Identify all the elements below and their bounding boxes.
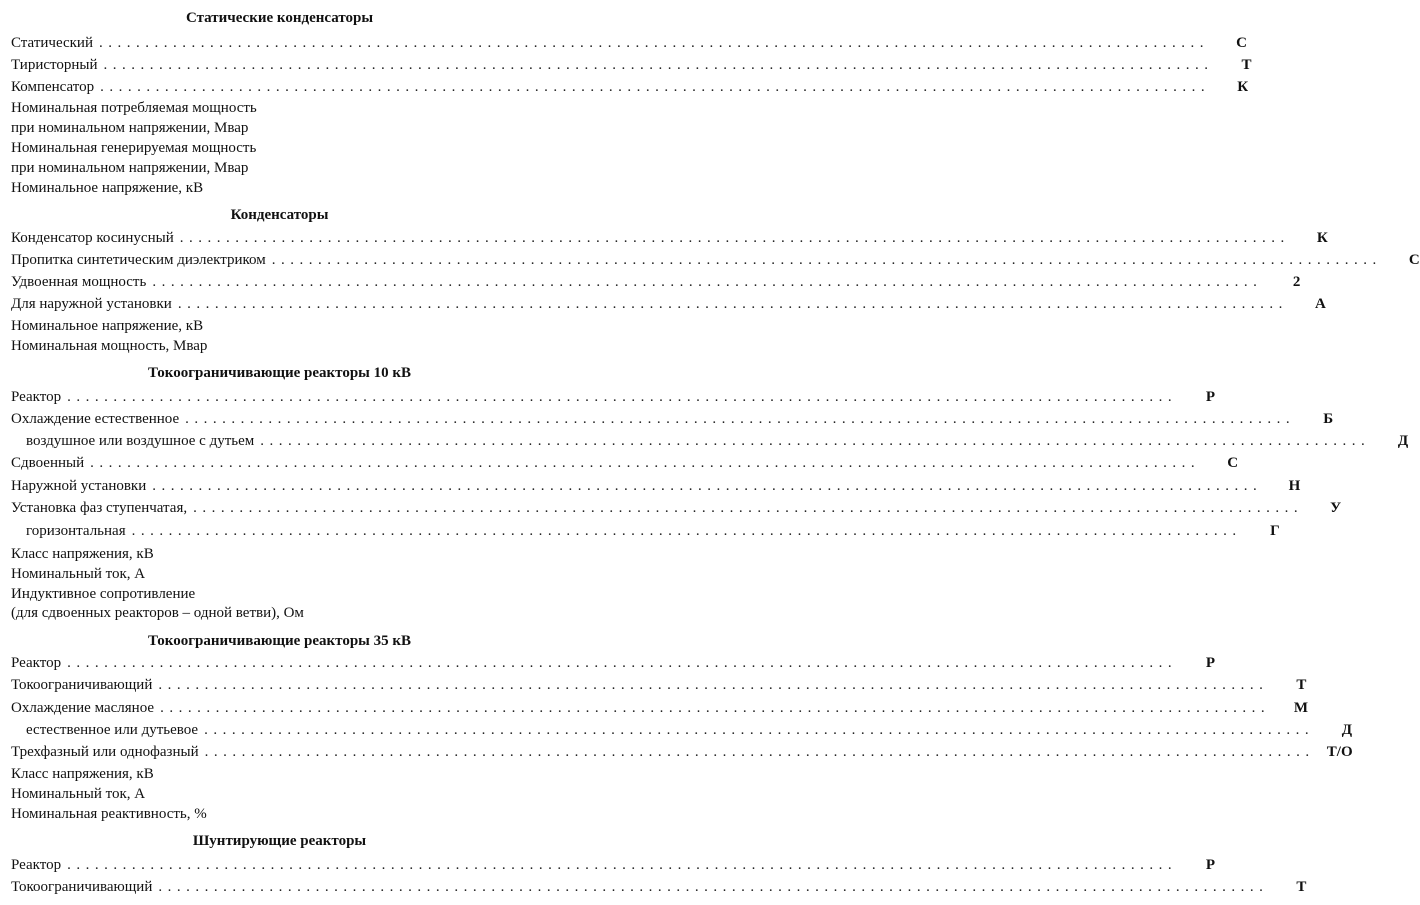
- row-code: Р: [1205, 389, 1216, 405]
- designation-row: [26, 431, 1409, 451]
- parameter-note: Номинальный ток, А: [11, 566, 146, 582]
- parameter-note: (для сдвоенных реакторов – одной ветви), Ом: [11, 605, 304, 621]
- section-heading: Статические конденсаторы: [185, 10, 374, 26]
- row-code: Т: [1296, 879, 1307, 895]
- designation-row: [11, 272, 1301, 292]
- parameter-note: Номинальная потребляемая мощность: [11, 100, 257, 116]
- row-code: Т: [1296, 677, 1307, 693]
- row-code: У: [1330, 500, 1342, 516]
- dot-leader: ........................................................................................................................: [67, 655, 1178, 671]
- designation-row: [11, 742, 1353, 762]
- parameter-note: Номинальная мощность, Мвар: [11, 338, 208, 354]
- dot-leader: ........................................................................................................................: [177, 296, 1288, 312]
- row-code: Р: [1205, 655, 1216, 671]
- dot-leader: ........................................................................................................................: [260, 433, 1371, 449]
- designation-row: [11, 498, 1342, 518]
- row-label: Охлаждение естественное: [11, 411, 180, 427]
- designation-row: [26, 521, 1280, 541]
- row-label: Реактор: [11, 389, 62, 405]
- dot-leader: ........................................................................................................................: [152, 478, 1263, 494]
- row-label: Компенсатор: [11, 79, 95, 95]
- designation-row: [11, 453, 1239, 473]
- parameter-note: Номинальный ток, А: [11, 786, 146, 802]
- dot-leader: ........................................................................................................................: [158, 879, 1269, 895]
- designation-row: [11, 653, 1216, 673]
- dot-leader: ........................................................................................................................: [179, 230, 1290, 246]
- row-code: К: [1316, 230, 1328, 246]
- designation-row: [11, 228, 1328, 248]
- row-label: Сдвоенный: [11, 455, 85, 471]
- row-code: Б: [1323, 411, 1334, 427]
- designation-row: [11, 77, 1249, 97]
- row-code: С: [1408, 252, 1420, 268]
- row-label: горизонтальная: [26, 523, 126, 539]
- row-label: Реактор: [11, 857, 62, 873]
- designation-row: [11, 675, 1307, 695]
- designation-row: [11, 294, 1326, 314]
- designation-row: [11, 409, 1334, 429]
- dot-leader: ........................................................................................................................: [152, 274, 1263, 290]
- dot-leader: ........................................................................................................................: [271, 252, 1382, 268]
- dot-leader: ........................................................................................................................: [67, 857, 1178, 873]
- dot-leader: ........................................................................................................................: [67, 389, 1178, 405]
- row-label: Установка фаз ступенчатая,: [11, 500, 188, 516]
- dot-leader: ........................................................................................................................: [185, 411, 1296, 427]
- parameter-note: Номинальное напряжение, кВ: [11, 180, 204, 196]
- parameter-note: Индуктивное сопротивление: [11, 586, 196, 602]
- parameter-note: Номинальная генерируемая мощность: [11, 140, 257, 156]
- parameter-note: Номинальная реактивность, %: [11, 806, 207, 822]
- row-label: Трехфазный или однофазный: [11, 744, 199, 760]
- row-code: С: [1236, 35, 1247, 51]
- dot-leader: ........................................................................................................................: [193, 500, 1304, 516]
- dot-leader: ........................................................................................................................: [100, 79, 1211, 95]
- dot-leader: ........................................................................................................................: [90, 455, 1201, 471]
- row-label: Тиристорный: [11, 57, 98, 73]
- row-label: воздушное или воздушное с дутьем: [26, 433, 255, 449]
- row-code: Д: [1397, 433, 1409, 449]
- dot-leader: ........................................................................................................................: [98, 35, 1209, 51]
- section-heading: Токоограничивающие реакторы 35 кВ: [147, 633, 412, 649]
- parameter-note: при номинальном напряжении, Мвар: [11, 120, 249, 136]
- row-code: 2: [1292, 274, 1301, 290]
- row-code: М: [1293, 700, 1309, 716]
- row-label: Токоограничивающий: [11, 677, 153, 693]
- row-code: Т/О: [1326, 744, 1353, 760]
- row-label: Охлаждение масляное: [11, 700, 155, 716]
- parameter-note: Класс напряжения, кВ: [11, 766, 154, 782]
- designation-row: [11, 55, 1252, 75]
- row-label: Токоограничивающий: [11, 879, 153, 895]
- row-code: Д: [1341, 722, 1353, 738]
- designation-row: [11, 698, 1309, 718]
- dot-leader: ........................................................................................................................: [103, 57, 1214, 73]
- designation-row: [11, 476, 1301, 496]
- row-label: Статический: [11, 35, 93, 51]
- section-heading: Шунтирующие реакторы: [192, 833, 367, 849]
- section-heading: Конденсаторы: [230, 207, 329, 223]
- row-label: Пропитка синтетическим диэлектриком: [11, 252, 266, 268]
- row-code: Р: [1205, 857, 1216, 873]
- designation-row: [11, 877, 1307, 897]
- row-code: Н: [1288, 478, 1301, 494]
- row-code: Т: [1241, 57, 1252, 73]
- dot-leader: ........................................................................................................................: [158, 677, 1269, 693]
- row-code: Г: [1270, 523, 1280, 539]
- parameter-note: Класс напряжения, кВ: [11, 546, 154, 562]
- row-label: Для наружной установки: [11, 296, 172, 312]
- row-label: Удвоенная мощность: [11, 274, 147, 290]
- row-label: Реактор: [11, 655, 62, 671]
- designation-row: [26, 720, 1353, 740]
- dot-leader: ........................................................................................................................: [204, 744, 1315, 760]
- row-label: Конденсатор косинусный: [11, 230, 174, 246]
- designation-row: [11, 33, 1247, 53]
- dot-leader: ........................................................................................................................: [160, 700, 1271, 716]
- row-code: К: [1237, 79, 1249, 95]
- dot-leader: ........................................................................................................................: [131, 523, 1242, 539]
- parameter-note: Номинальное напряжение, кВ: [11, 318, 204, 334]
- row-code: А: [1314, 296, 1326, 312]
- designation-row: [11, 855, 1216, 875]
- dot-leader: ........................................................................................................................: [204, 722, 1315, 738]
- section-heading: Токоограничивающие реакторы 10 кВ: [147, 365, 412, 381]
- row-label: Наружной установки: [11, 478, 147, 494]
- designation-row: [11, 250, 1420, 270]
- designation-row: [11, 387, 1216, 407]
- row-label: естественное или дутьевое: [26, 722, 199, 738]
- row-code: С: [1227, 455, 1239, 471]
- parameter-note: при номинальном напряжении, Мвар: [11, 160, 249, 176]
